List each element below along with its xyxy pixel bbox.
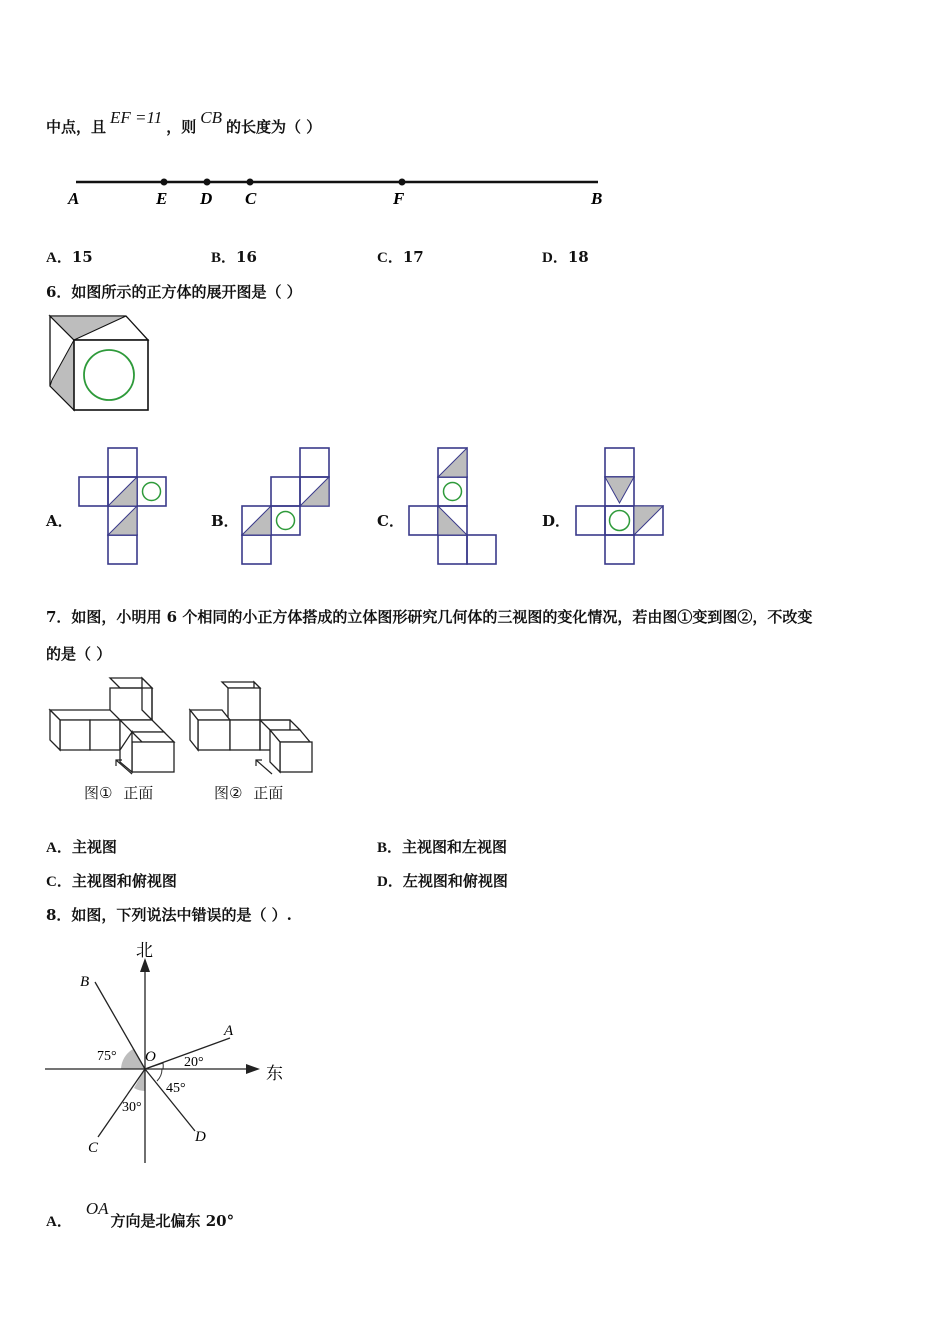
q6-option-d-net[interactable]: [575, 446, 667, 566]
ray-b-label: B: [80, 974, 90, 990]
q7-option-a-label: A．: [46, 840, 72, 856]
q6-stem: 6．如图所示的正方体的展开图是（ ）: [46, 283, 302, 301]
q5-option-d-text: 18: [567, 248, 589, 266]
q7-option-c[interactable]: [46, 870, 177, 891]
q8-option-a[interactable]: [46, 1199, 235, 1231]
q5-option-a-text: 15: [71, 248, 93, 266]
q6-option-a-label[interactable]: A．: [46, 512, 73, 530]
q6-cube-figure: [46, 310, 154, 416]
q7-fig2-caption: [214, 782, 283, 803]
point-a-label: A: [68, 189, 80, 208]
q5-option-a[interactable]: [46, 246, 93, 267]
q5-expr-cb: CB: [200, 108, 222, 127]
ray-a-label: A: [224, 1023, 234, 1039]
q8-stem: 8．如图，下列说法中错误的是（ ）.: [46, 906, 292, 924]
q5-option-c-text: 17: [402, 248, 424, 266]
q5-option-a-label: A．: [46, 250, 72, 266]
point-c-dot: [247, 179, 254, 186]
ray-c-label: C: [88, 1140, 99, 1156]
q7-option-a-text: 主视图: [71, 838, 117, 856]
point-d-label: D: [200, 189, 213, 208]
q6-option-c-net[interactable]: [408, 446, 500, 566]
q5-option-b[interactable]: [211, 246, 257, 267]
q5-option-d[interactable]: [542, 246, 589, 267]
point-b-label: B: [591, 189, 603, 208]
q7-option-c-label: C．: [46, 874, 72, 890]
east-label: 东: [266, 1064, 283, 1084]
point-f-dot: [399, 179, 406, 186]
q5-option-c-label: C．: [377, 250, 403, 266]
q7-option-b-label: B．: [377, 840, 403, 856]
q6-option-d-label[interactable]: D．: [542, 512, 571, 530]
q7-fig1-label: 图①: [84, 784, 113, 802]
q7-fig2-front-label: 正面: [253, 784, 284, 802]
angle-45-label: 45°: [166, 1081, 186, 1096]
q7-option-b-text: 主视图和左视图: [402, 838, 508, 856]
point-c-label: C: [245, 189, 257, 208]
q5-option-c[interactable]: [377, 246, 424, 267]
q5-expr-ef: EF =11: [110, 108, 163, 127]
q7-option-d-label: D．: [377, 874, 403, 890]
q6-option-a-net[interactable]: [78, 446, 170, 566]
q8-compass-figure: [40, 938, 300, 1168]
q6-option-b-label[interactable]: B．: [211, 512, 239, 530]
q7-option-b[interactable]: [377, 836, 507, 857]
point-e-label: E: [156, 189, 168, 208]
point-e-dot: [161, 179, 168, 186]
angle-30-label: 30°: [122, 1100, 142, 1115]
q5-stem: [46, 108, 322, 137]
q7-option-d-text: 左视图和俯视图: [402, 872, 508, 890]
q6-option-c-label[interactable]: C．: [377, 512, 404, 530]
q8-option-a-text: 方向是北偏东 20°: [110, 1212, 235, 1230]
q7-fig1-front-label: 正面: [123, 784, 154, 802]
point-f-label: F: [393, 189, 405, 208]
q5-mid: ，则: [166, 118, 197, 136]
q7-option-c-text: 主视图和俯视图: [71, 872, 177, 890]
angle-75-label: 75°: [97, 1049, 117, 1064]
q7-fig2-label: 图②: [214, 784, 243, 802]
q8-option-a-expr: OA: [85, 1199, 109, 1218]
q7-stem-line1: 7．如图，小明用 6 个相同的小正方体搭成的立体图形研究几何体的三视图的变化情况，若由图①变到图②，不改变: [46, 608, 813, 626]
q6-option-b-net[interactable]: [241, 446, 333, 566]
q7-stem-line2: 的是（ ）: [46, 645, 112, 663]
q8-option-a-label: A．: [46, 1214, 72, 1230]
origin-label: O: [145, 1049, 156, 1065]
ray-d-label: D: [195, 1129, 206, 1145]
q5-number-line: [60, 168, 620, 218]
q5-suffix: 的长度为（ ）: [226, 118, 322, 136]
q5-prefix: 中点，且: [46, 118, 107, 136]
point-d-dot: [204, 179, 211, 186]
q7-option-a[interactable]: [46, 836, 117, 857]
q5-option-b-label: B．: [211, 250, 237, 266]
q5-option-d-label: D．: [542, 250, 568, 266]
angle-20-label: 20°: [184, 1055, 204, 1070]
q7-fig1-caption: [84, 782, 153, 803]
q5-option-b-text: 16: [236, 248, 257, 266]
q7-option-d[interactable]: [377, 870, 508, 891]
north-label: 北: [136, 941, 153, 961]
